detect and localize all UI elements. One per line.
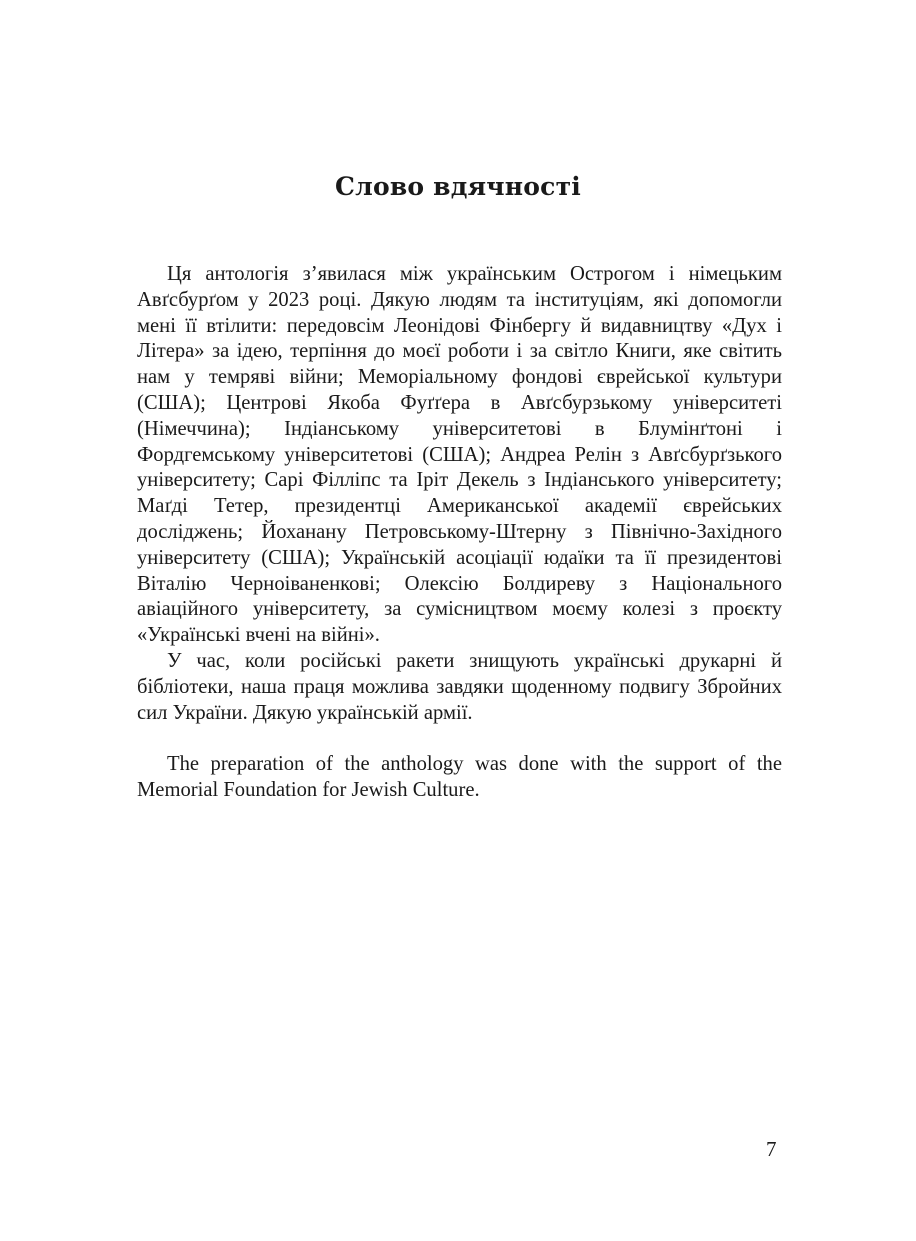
page-title: Слово вдячності — [335, 172, 581, 201]
page-number: 7 — [766, 1137, 777, 1161]
acknowledgement-paragraph-1: Ця антологія з’явилася між українським Острогом і німецьким Авґсбурґом у 2023 році. Дякую людям та інституціям, які допомогли мені її втілити: передовсім Леонідові Фінбергу й видавництву «Дух і Літера» за ідею, терпіння до моєї роботи і за світло Книги, яке світить нам у темряві війни; Меморіальному фондові єврейської культури (США); Центрові Якоба Фуґґера в Авґсбурзькому університеті (Німеччина); Індіанському університетові в Блумінґтоні і Фордгемському університетові (США); Андреа Релін з Авґсбурґзького університету; Сарі Філліпс та Іріт Декель з Індіанського університету; Маґді Тетер, президентці Американської академії єврейських досліджень; Йоханану Петровському-Штерну з Північно-Західного університету (США); Українській асоціації юдаїки та її президентові Віталію Черноіваненкові; Олексію Болдиреву з Національного авіаційного університету, за сумісництвом моєму колезі з проєкту «Українські вчені на війні». — [137, 263, 782, 647]
body-text — [137, 262, 782, 804]
acknowledgement-paragraph-2: У час, коли російські ракети знищують українські друкарні й бібліотеки, наша праця можлива завдяки щоденному подвигу Збройних сил України. Дякую українській армії. — [137, 649, 782, 724]
support-note-paragraph: The preparation of the anthology was done with the support of the Memorial Foundation for Jewish Culture. — [137, 753, 782, 801]
